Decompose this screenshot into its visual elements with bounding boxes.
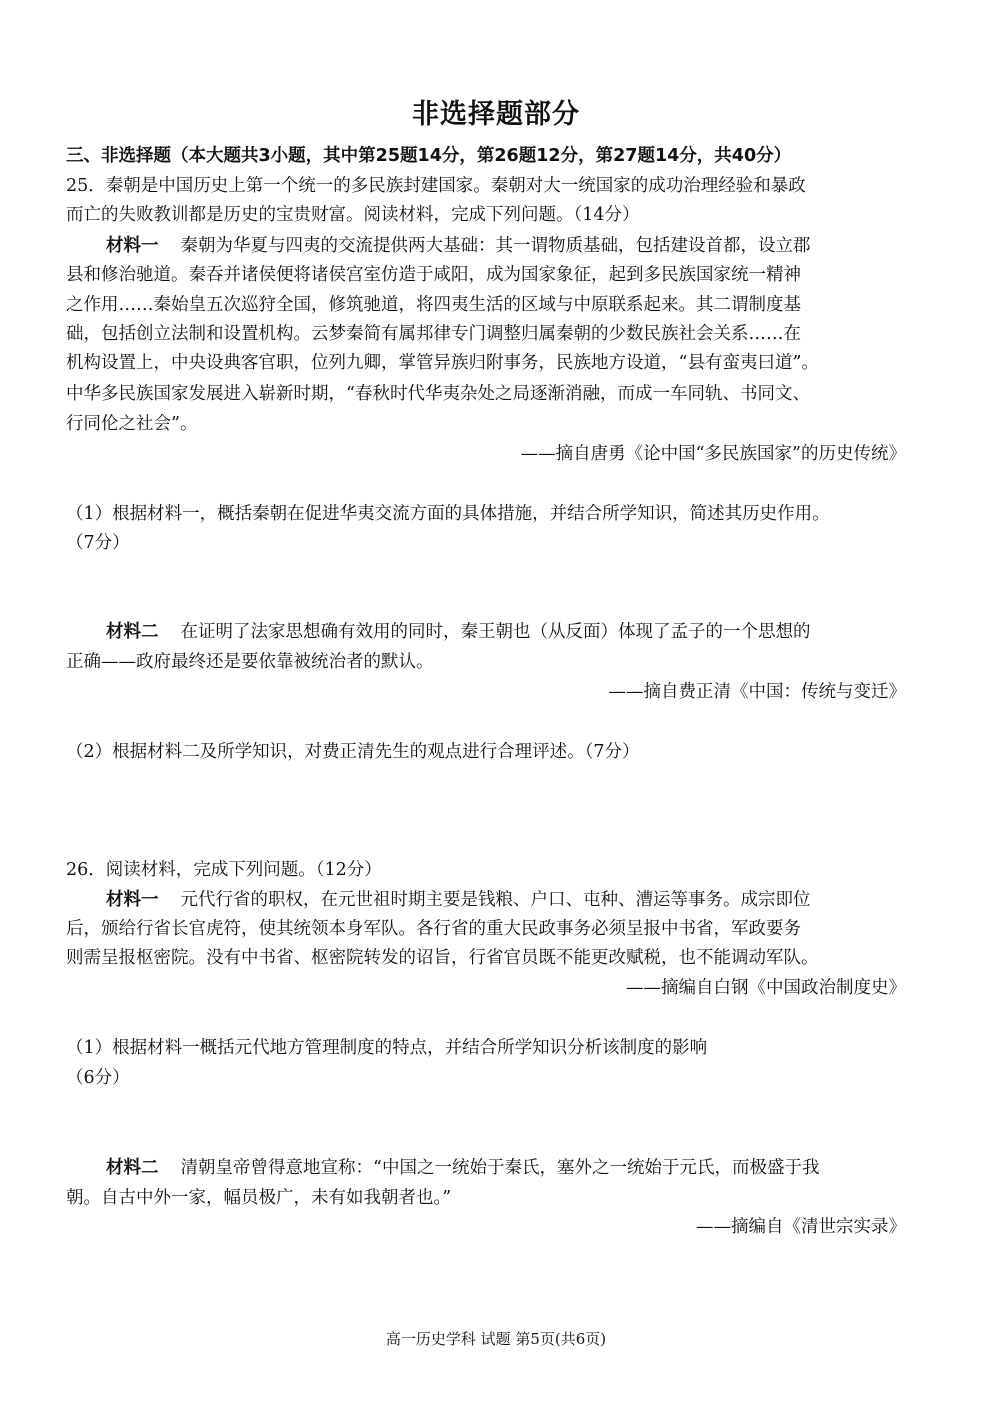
page-title: 非选择题部分 — [412, 99, 580, 130]
q25-material1-line: 础，包括创立法制和设置机构。云梦秦简有属邦律专门调整归属秦朝的少数民族社会关系……在 — [66, 324, 801, 344]
section-header: 三、非选择题（本大题共3小题，其中第25题14分，第26题12分，第27题14分，共40分） — [66, 146, 792, 166]
material-text: 在证明了法家思想确有效用的同时，秦王朝也（从反面）体现了孟子的一个思想的 — [180, 622, 811, 642]
q26-material2-line: 朝。自古中外一家，幅员极广，未有如我朝者也。” — [66, 1188, 452, 1208]
q25-sub1-line: （7分） — [66, 533, 130, 553]
q25-material1-line: 中华多民族国家发展进入崭新时期，“春秋时代华夷杂处之局逐渐消融，而成一车同轨、书同文、 — [66, 384, 810, 404]
q25-material2-line: 正确——政府最终还是要依靠被统治者的默认。 — [66, 652, 434, 672]
material-label: 材料二 — [106, 1158, 159, 1178]
q25-sub2: （2）根据材料二及所学知识，对费正清先生的观点进行合理评述。（7分） — [66, 742, 640, 762]
material-text: 秦朝为华夏与四夷的交流提供两大基础：其一谓物质基础，包括建设首都，设立郡 — [180, 236, 811, 256]
q25-material1-line: 机构设置上，中央设典客官职，位列九卿，掌管异族归附事务，民族地方设道，“县有蛮夷曰道”。 — [66, 353, 819, 373]
q25-stem-line: 而亡的失败教训都是历史的宝贵财富。阅读材料，完成下列问题。（14分） — [66, 205, 640, 225]
q25-material1-first-line — [106, 232, 928, 260]
q25-material1-source: ——摘自唐勇《论中国“多民族国家”的历史传统》 — [520, 444, 906, 464]
q25-stem-line: 25．秦朝是中国历史上第一个统一的多民族封建国家。秦朝对大一统国家的成功治理经验和暴政 — [66, 176, 806, 196]
q25-material1-line: 之作用……秦始皇五次巡狩全国，修筑驰道，将四夷生活的区域与中原联系起来。其二谓制度基 — [66, 295, 801, 315]
q25-sub1-line: （1）根据材料一，概括秦朝在促进华夷交流方面的具体措施，并结合所学知识，简述其历史作用。 — [66, 504, 830, 524]
q25-material2-first-line — [106, 618, 928, 646]
material-label: 材料二 — [106, 622, 159, 642]
q25-material1-line: 行同伦之社会”。 — [66, 414, 198, 434]
material-label: 材料一 — [106, 236, 159, 256]
page-footer: 高一历史学科 试题 第5页(共6页) — [385, 1330, 607, 1348]
q26-material2-source: ——摘编自《清世宗实录》 — [696, 1217, 906, 1237]
q25-material2-source: ——摘自费正清《中国：传统与变迁》 — [608, 682, 906, 702]
material-label: 材料一 — [106, 890, 159, 910]
q26-material2-first-line — [106, 1154, 928, 1182]
q26-material1-line: 后，颁给行省长官虎符，使其统领本身军队。各行省的重大民政事务必须呈报中书省，军政要务 — [66, 919, 801, 939]
q26-sub1-line: （1）根据材料一概括元代地方管理制度的特点，并结合所学知识分析该制度的影响 — [66, 1038, 708, 1058]
q26-material1-source: ——摘编自白钢《中国政治制度史》 — [626, 978, 906, 998]
q26-material1-first-line — [106, 886, 928, 914]
material-text: 元代行省的职权，在元世祖时期主要是钱粮、户口、屯种、漕运等事务。成宗即位 — [180, 890, 811, 910]
q26-material1-line: 则需呈报枢密院。没有中书省、枢密院转发的诏旨，行省官员既不能更改赋税，也不能调动军队。 — [66, 948, 819, 968]
q26-stem: 26．阅读材料，完成下列问题。（12分） — [66, 860, 382, 880]
material-text: 清朝皇帝曾得意地宣称：“中国之一统始于秦氏，塞外之一统始于元氏，而极盛于我 — [180, 1158, 820, 1178]
q25-material1-line: 县和修治驰道。秦吞并诸侯便将诸侯宫室仿造于咸阳，成为国家象征，起到多民族国家统一精神 — [66, 265, 801, 285]
q26-sub1-line: （6分） — [66, 1068, 130, 1088]
